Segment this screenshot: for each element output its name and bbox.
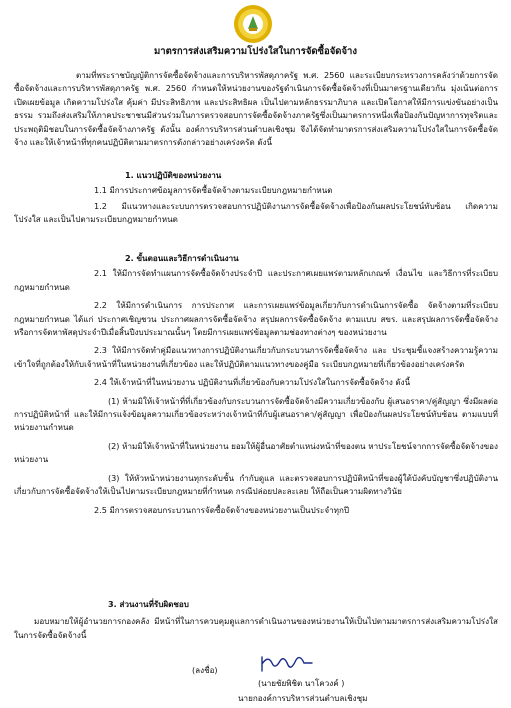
signer-position: นายกองค์การบริหารส่วนตำบลเชิงชุม (238, 693, 368, 703)
section-2-3: 2.3 ให้มีการจัดทำคู่มือแนวทางการปฏิบัติงานเกี่ยวกับกระบวนการจัดซื้อจัดจ้าง และ ประชุมชี้แจงสร้างความรู้ความเข้าใจที่ถูกต้องให้กับเจ้าหน้าที่ในหน่วยงานที่เกี่ยวข้อง และให้ปฏิบัติตามแนวทางของคู่มือ ระเบียบกฎหมายที่เกี่ยวข้องอย่างเคร่งครัด (14, 345, 498, 369)
section-3 (14, 598, 498, 642)
organization-seal-icon (231, 4, 275, 44)
signed-label: (ลงชื่อ) (192, 665, 218, 675)
section-1-1: 1.1 มีการประกาศข้อมูลการจัดซื้อจัดจ้างตามระเบียบกฎหมายกำหนด (94, 185, 333, 196)
signer-name: (นายชัยพิชิต นาโควงค์ ) (258, 678, 345, 688)
handwritten-signature-icon (258, 651, 316, 675)
section-1-2: 1.2 มีแนวทางและระบบการตรวจสอบการปฏิบัติงานการจัดซื้อจัดจ้างเพื่อป้องกันผลประโยชน์ทับซ้อน เกิดความโปร่งใส และเป็นไปตามระเบียบกฎหมายกำหนด (14, 200, 498, 225)
section-3-body: มอบหมายให้ผู้อำนวยการกองคลัง มีหน้าที่ในการควบคุมดูแลการดำเนินงานของหน่วยงานให้เป็นไปตามมาตรการส่งเสริมความโปร่งใสในการจัดซื้อจัดจ้างนี้ (14, 616, 498, 640)
section-1-heading: 1. แนวปฏิบัติของหน่วยงาน (125, 170, 222, 180)
document-title: มาตรการส่งเสริมความโปร่งใสในการจัดซื้อจัดจ้าง (154, 46, 357, 57)
section-3-heading: 3. ส่วนงานที่รับผิดชอบ (108, 599, 189, 609)
intro-paragraph (14, 69, 498, 149)
section-2 (14, 252, 498, 517)
section-1 (14, 169, 498, 227)
section-2-heading: 2. ขั้นตอนและวิธีการดำเนินงาน (125, 253, 239, 263)
section-2-4-2: (2) ห้ามมิให้เจ้าหน้าที่ในหน่วยงาน ยอมให้ผู้อื่นอาศัยตำแหน่งหน้าที่ของตน หาประโยชน์จากการจัดซื้อจัดจ้างของหน่วยงาน (14, 440, 498, 465)
section-2-4: 2.4 ให้เจ้าหน้าที่ในหน่วยงาน ปฏิบัติงานที่เกี่ยวข้องกับความโปร่งใสในการจัดซื้อจัดจ้าง ดังนี้ (94, 377, 411, 388)
section-2-4-3: (3) ให้หัวหน้าหน่วยงานทุกระดับชั้น กำกับดูแล และตรวจสอบการปฏิบัติหน้าที่ของผู้ใต้บังคับบัญชาซึ่งปฏิบัติงานเกี่ยวกับการจัดซื้อจัดจ้างให้เป็นไปตามระเบียบกฎหมายที่กำหนด กรณีปล่อยปละละเลย ให้ถือเป็นความผิดทางวินัย (14, 472, 498, 497)
section-2-5: 2.5 มีการตรวจสอบกระบวนการจัดซื้อจัดจ้างของหน่วยงานเป็นประจำทุกปี (94, 504, 350, 515)
intro-text: ตามที่พระราชบัญญัติการจัดซื้อจัดจ้างและการบริหารพัสดุภาครัฐ พ.ศ. 2560 และระเบียบกระทรวงการคลังว่าด้วยการจัดซื้อจัดจ้างและการบริหารพัสดุภาครัฐ พ.ศ. 2560 กำหนดให้หน่วยงานของรัฐดำเนินการจัดซื้อจัดจ้างที่เป็นมาตรฐานเดียวกัน มุ่งเน้นต่อการเปิดเผยข้อมูล เกิดความโปร่งใส คุ้มค่า มีประสิทธิภาพ และประสิทธิผล เป็นไปตามหลักธรรมาภิบาล และเปิดโอกาสให้มีการแข่งขันอย่างเป็นธรรม รวมถึงส่งเสริมให้ภาคประชาชนมีส่วนร่วมในการตรวจสอบการจัดซื้อจัดจ้างภาครัฐซึ่งเป็นมาตรการหนึ่งเพื่อป้องกันปัญหาการทุจริตและประพฤติมิชอบในการจัดซื้อจัดจ้างภาครัฐ ดังนั้น องค์การบริหารส่วนตำบลเชิงชุม จึงได้จัดทำมาตรการส่งเสริมความโปร่งใสในการจัดซื้อจัดจ้าง และให้เจ้าหน้าที่ทุกคนปฏิบัติตามมาตรการดังกล่าวอย่างเคร่งครัด ดังนี้ (14, 70, 498, 148)
section-2-1: 2.1 ให้มีการจัดทำแผนการจัดซื้อจัดจ้างประจำปี และประกาศเผยแพร่ตามหลักเกณฑ์ เงื่อนไข และวิธีการที่ระเบียบกฎหมายกำหนด (14, 268, 498, 292)
section-2-4-1: (1) ห้ามมิให้เจ้าหน้าที่ที่เกี่ยวข้องกับกระบวนการจัดซื้อจัดจ้างมีความเกี่ยวข้องกับ ผู้เสนอราคา/คู่สัญญา ซึ่งมีผลต่อการปฏิบัติหน้าที่ และให้มีการแจ้งข้อมูลความเกี่ยวข้องระหว่างเจ้าหน้าที่กับผู้เสนอราคา/คู่สัญญา เพื่อป้องกันผลประโยชน์ทับซ้อน ตามแบบที่หน่วยงานกำหนด (14, 395, 498, 433)
section-2-2: 2.2 ให้มีการดำเนินการ การประกาศ และการเผยแพร่ข้อมูลเกี่ยวกับการดำเนินการจัดซื้อ จัดจ้างตามที่ระเบียบกฎหมายกำหนด ได้แก่ ประกาศเชิญชวน ประกาศผลการจัดซื้อจัดจ้าง สรุปผลการจัดซื้อจัดจ้าง ตามแบบ สขร. และสรุปผลการจัดซื้อจัดจ้างหรือการจัดหาพัสดุประจำปีเมื่อสิ้นปีงบประมาณนั้นๆ โดยมีการเผยแพร่ข้อมูลตามช่องทางต่างๆ ของหน่วยงาน (14, 300, 498, 338)
